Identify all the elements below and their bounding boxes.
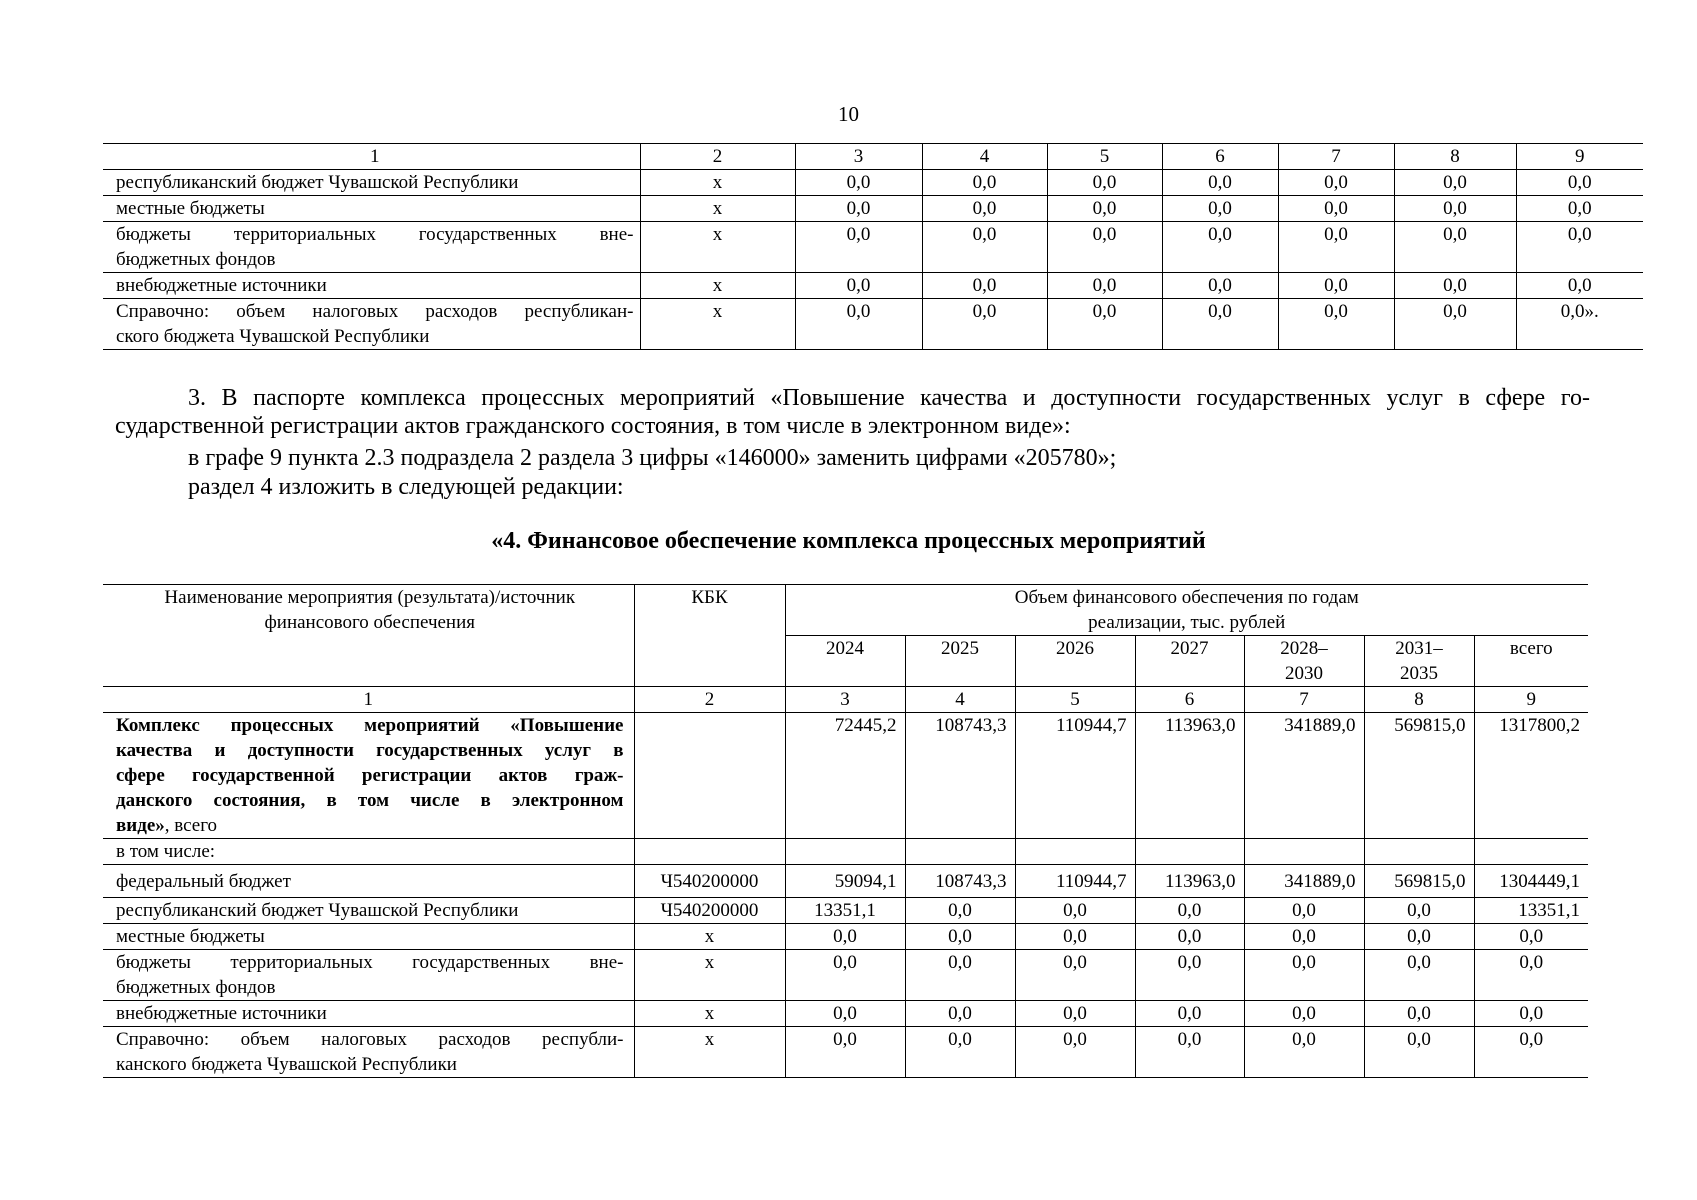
cell: 569815,0 xyxy=(1364,713,1474,839)
cell: 0,0 xyxy=(1047,299,1162,350)
colnum: 3 xyxy=(785,687,905,713)
cell: 0,0 xyxy=(1135,898,1244,924)
cell: 0,0 xyxy=(922,299,1047,350)
table-row xyxy=(103,898,1588,924)
cell: 0,0 xyxy=(1364,898,1474,924)
cell: 72445,2 xyxy=(785,713,905,839)
table-header-row xyxy=(103,585,1588,636)
cell: 108743,3 xyxy=(905,713,1015,839)
cell: 0,0 xyxy=(1162,222,1278,273)
cell: 0,0 xyxy=(1474,1027,1588,1078)
cell: 0,0 xyxy=(905,1001,1015,1027)
cell: 0,0 xyxy=(1394,222,1516,273)
row-name: местные бюджеты xyxy=(103,196,640,222)
cell: 0,0 xyxy=(1394,170,1516,196)
colnum: 7 xyxy=(1244,687,1364,713)
cell: 110944,7 xyxy=(1015,713,1135,839)
colnum: 9 xyxy=(1516,144,1643,170)
cell: 569815,0 xyxy=(1364,865,1474,898)
table-row xyxy=(103,924,1588,950)
cell: 0,0 xyxy=(1047,170,1162,196)
cell: 59094,1 xyxy=(785,865,905,898)
row-name: местные бюджеты xyxy=(103,924,634,950)
cell: 13351,1 xyxy=(785,898,905,924)
row-name: Справочно: объем налоговых расходов республи- канского бюджета Чувашской Республики xyxy=(103,1027,634,1078)
table-row xyxy=(103,222,1643,273)
cell: 0,0 xyxy=(1394,196,1516,222)
row-kbk: х xyxy=(640,222,795,273)
cell: 0,0 xyxy=(1015,1027,1135,1078)
row-name-line: бюджеты территориальных государственных вне- xyxy=(116,224,634,245)
cell: 341889,0 xyxy=(1244,713,1364,839)
row-name-line: бюджетных фондов xyxy=(116,249,276,270)
cell: 113963,0 xyxy=(1135,865,1244,898)
cell: 0,0 xyxy=(922,222,1047,273)
cell: 0,0 xyxy=(1015,950,1135,1001)
colnum: 7 xyxy=(1278,144,1394,170)
row-name-line: Справочно: объем налоговых расходов республикан- xyxy=(116,301,634,322)
row-name: республиканский бюджет Чувашской Республики xyxy=(103,170,640,196)
colnum: 4 xyxy=(922,144,1047,170)
cell: 0,0 xyxy=(905,924,1015,950)
cell: 0,0 xyxy=(1278,170,1394,196)
cell: 0,0 xyxy=(795,170,922,196)
cell: 113963,0 xyxy=(1135,713,1244,839)
cell: 0,0 xyxy=(905,950,1015,1001)
paragraph-amend: в графе 9 пункта 2.3 подраздела 2 раздела 3 цифры «146000» заменить цифрами «205780»; xyxy=(188,445,1117,471)
cell: 0,0 xyxy=(1244,924,1364,950)
cell: 110944,7 xyxy=(1015,865,1135,898)
table-header-row xyxy=(103,144,1643,170)
colnum: 6 xyxy=(1162,144,1278,170)
cell: 0,0 xyxy=(1364,1001,1474,1027)
row-kbk: х xyxy=(640,196,795,222)
cell: 0,0 xyxy=(785,1027,905,1078)
header-name: Наименование мероприятия (результата)/источник финансового обеспечения xyxy=(103,585,634,687)
colnum: 8 xyxy=(1364,687,1474,713)
row-kbk: х xyxy=(634,950,785,1001)
header-kbk: КБК xyxy=(634,585,785,687)
row-kbk: х xyxy=(640,170,795,196)
cell: 0,0 xyxy=(1394,299,1516,350)
cell: 0,0 xyxy=(795,196,922,222)
cell: 0,0 xyxy=(1015,924,1135,950)
cell: 0,0 xyxy=(1135,1001,1244,1027)
section-title: «4. Финансовое обеспечение комплекса процессных мероприятий xyxy=(491,528,1206,554)
year-header: 2027 xyxy=(1135,636,1244,687)
cell: 13351,1 xyxy=(1474,898,1588,924)
cell: 0,0 xyxy=(1047,222,1162,273)
row-kbk: х xyxy=(640,273,795,299)
cell: 0,0 xyxy=(922,170,1047,196)
row-kbk: Ч540200000 xyxy=(634,865,785,898)
row-name: федеральный бюджет xyxy=(103,865,634,898)
cell: 0,0 xyxy=(1015,898,1135,924)
cell: 0,0 xyxy=(1162,299,1278,350)
cell: 0,0 xyxy=(1394,273,1516,299)
paragraph-line: сударственной регистрации актов гражданского состояния, в том числе в электронном виде»: xyxy=(115,413,1071,439)
cell: 0,0 xyxy=(1278,299,1394,350)
cell: 0,0 xyxy=(922,273,1047,299)
complex-row xyxy=(103,713,1588,839)
row-kbk: х xyxy=(634,1001,785,1027)
year-header: всего xyxy=(1474,636,1588,687)
row-name: республиканский бюджет Чувашской Республики xyxy=(103,898,634,924)
cell: 0,0 xyxy=(1474,924,1588,950)
cell: 0,0 xyxy=(1474,950,1588,1001)
row-name xyxy=(103,299,640,350)
cell: 0,0 xyxy=(1135,1027,1244,1078)
colnum: 5 xyxy=(1015,687,1135,713)
cell: 0,0 xyxy=(1364,950,1474,1001)
paragraph-line: 3. В паспорте комплекса процессных мероприятий «Повышение качества и доступности государственных услуг в сфере го- xyxy=(188,385,1590,411)
colnum: 1 xyxy=(103,144,640,170)
header-volume: Объем финансового обеспечения по годам реализации, тыс. рублей xyxy=(785,585,1588,636)
cell: 0,0 xyxy=(1278,196,1394,222)
year-header: 2031– 2035 xyxy=(1364,636,1474,687)
colnum: 2 xyxy=(634,687,785,713)
row-kbk: Ч540200000 xyxy=(634,898,785,924)
cell: 0,0 xyxy=(1162,170,1278,196)
complex-kbk xyxy=(634,713,785,839)
year-header: 2026 xyxy=(1015,636,1135,687)
colnum: 6 xyxy=(1135,687,1244,713)
including-label: в том числе: xyxy=(103,839,634,865)
cell: 0,0 xyxy=(795,299,922,350)
row-kbk: х xyxy=(640,299,795,350)
table-row xyxy=(103,950,1588,1001)
table-row xyxy=(103,865,1588,898)
table-row xyxy=(103,1001,1588,1027)
table-row xyxy=(103,273,1643,299)
year-header: 2025 xyxy=(905,636,1015,687)
table-row xyxy=(103,299,1643,350)
paragraph-section4: раздел 4 изложить в следующей редакции: xyxy=(188,474,624,500)
financing-table xyxy=(103,584,1588,1078)
cell: 0,0 xyxy=(905,1027,1015,1078)
cell: 0,0». xyxy=(1516,299,1643,350)
row-name xyxy=(103,222,640,273)
cell: 0,0 xyxy=(795,222,922,273)
colnum: 2 xyxy=(640,144,795,170)
colnum: 8 xyxy=(1394,144,1516,170)
continuation-table xyxy=(103,143,1643,350)
cell: 0,0 xyxy=(1015,1001,1135,1027)
cell: 341889,0 xyxy=(1244,865,1364,898)
cell: 0,0 xyxy=(1516,273,1643,299)
cell: 0,0 xyxy=(905,898,1015,924)
row-name: бюджеты территориальных государственных вне- бюджетных фондов xyxy=(103,950,634,1001)
row-name-line: ского бюджета Чувашской Республики xyxy=(116,326,430,347)
cell: 0,0 xyxy=(1135,950,1244,1001)
colnum: 3 xyxy=(795,144,922,170)
cell: 0,0 xyxy=(1244,1027,1364,1078)
year-header: 2028– 2030 xyxy=(1244,636,1364,687)
cell: 0,0 xyxy=(1364,1027,1474,1078)
colnum: 1 xyxy=(103,687,634,713)
cell: 0,0 xyxy=(1516,222,1643,273)
cell: 0,0 xyxy=(1135,924,1244,950)
colnum: 9 xyxy=(1474,687,1588,713)
table-row xyxy=(103,196,1643,222)
cell: 0,0 xyxy=(1047,273,1162,299)
colnum: 5 xyxy=(1047,144,1162,170)
row-name: внебюджетные источники xyxy=(103,1001,634,1027)
column-number-row xyxy=(103,687,1588,713)
complex-name: Комплекс процессных мероприятий «Повышение качества и доступности государственных услуг в сфере государственной регистрации актов граж- данского состояния, в том числе в электронном виде», всего xyxy=(103,713,634,839)
cell: 0,0 xyxy=(795,273,922,299)
page-number: 10 xyxy=(838,102,859,126)
row-kbk: х xyxy=(634,924,785,950)
colnum: 4 xyxy=(905,687,1015,713)
cell: 0,0 xyxy=(1278,222,1394,273)
cell: 0,0 xyxy=(1162,273,1278,299)
cell: 0,0 xyxy=(785,1001,905,1027)
cell: 0,0 xyxy=(1244,950,1364,1001)
cell: 0,0 xyxy=(1244,898,1364,924)
cell: 108743,3 xyxy=(905,865,1015,898)
cell: 0,0 xyxy=(1244,1001,1364,1027)
cell: 0,0 xyxy=(1364,924,1474,950)
paragraph-3 xyxy=(115,384,1590,440)
table-row xyxy=(103,1027,1588,1078)
cell: 0,0 xyxy=(785,924,905,950)
cell: 0,0 xyxy=(922,196,1047,222)
year-header: 2024 xyxy=(785,636,905,687)
row-kbk: х xyxy=(634,1027,785,1078)
cell: 1304449,1 xyxy=(1474,865,1588,898)
cell: 0,0 xyxy=(1278,273,1394,299)
including-row xyxy=(103,839,1588,865)
cell: 0,0 xyxy=(785,950,905,1001)
table-row xyxy=(103,170,1643,196)
cell: 0,0 xyxy=(1516,196,1643,222)
cell: 0,0 xyxy=(1162,196,1278,222)
cell: 0,0 xyxy=(1516,170,1643,196)
row-name: внебюджетные источники xyxy=(103,273,640,299)
cell: 1317800,2 xyxy=(1474,713,1588,839)
cell: 0,0 xyxy=(1047,196,1162,222)
cell: 0,0 xyxy=(1474,1001,1588,1027)
